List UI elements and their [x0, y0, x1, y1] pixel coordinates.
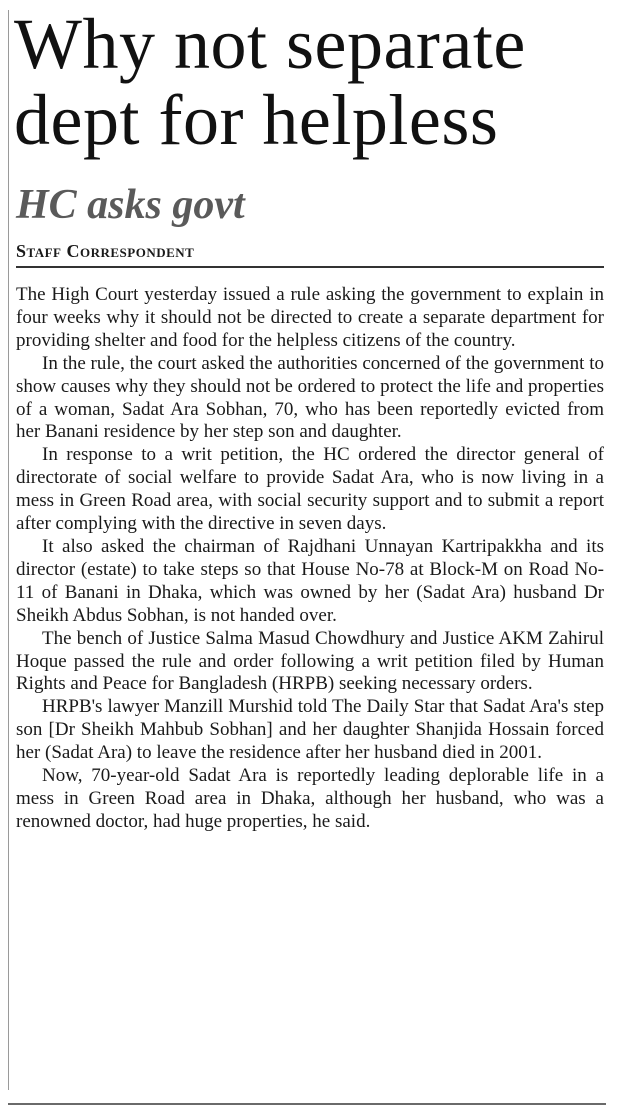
headline: Why not separate dept for helpless	[14, 4, 526, 160]
article-body	[16, 284, 604, 834]
paragraph: It also asked the chairman of Rajdhani Unnayan Kartripakkha and its director (estate) to take steps so that House No-78 at Block-M on Road No-11 of Banani in Dhaka, which was owned by her (Sadat Ara) husband Dr Sheikh Abdus Sobhan, is not handed over.	[16, 535, 604, 626]
paragraph: Now, 70-year-old Sadat Ara is reportedly leading deplorable life in a mess in Green Road area in Dhaka, although her husband, who was a renowned doctor, had huge properties, he said.	[16, 765, 604, 832]
paragraph: The bench of Justice Salma Masud Chowdhury and Justice AKM Zahirul Hoque passed the rule and order following a writ petition filed by Human Rights and Peace for Bangladesh (HRPB) seeking necessary orders.	[16, 627, 604, 695]
header-divider	[16, 266, 604, 268]
paragraph: HRPB's lawyer Manzill Murshid told The Daily Star that Sadat Ara's step son [Dr Sheikh Mahbub Sobhan] and her daughter Shanjida Hossain forced her (Sadat Ara) to leave the residence after her husband died in 2001.	[16, 696, 604, 764]
paragraph: In response to a writ petition, the HC ordered the director general of directorate of social welfare to provide Sadat Ara, who is now living in a mess in Green Road area, with social security support and to submit a report after complying with the directive in seven days.	[16, 444, 604, 535]
byline: Staff Correspondent	[16, 241, 195, 261]
column-rule	[8, 10, 9, 1090]
paragraph: The High Court yesterday issued a rule asking the government to explain in four weeks why it should not be directed to create a separate department for providing shelter and food for the helpless citizens of the country.	[16, 284, 604, 351]
paragraph: In the rule, the court asked the authorities concerned of the government to show causes why they should not be ordered to protect the life and properties of a woman, Sadat Ara Sobhan, 70, who has been reportedly evicted from her Banani residence by her step son and daughter.	[16, 352, 604, 443]
subheadline: HC asks govt	[16, 182, 245, 228]
bottom-divider	[8, 1103, 606, 1105]
